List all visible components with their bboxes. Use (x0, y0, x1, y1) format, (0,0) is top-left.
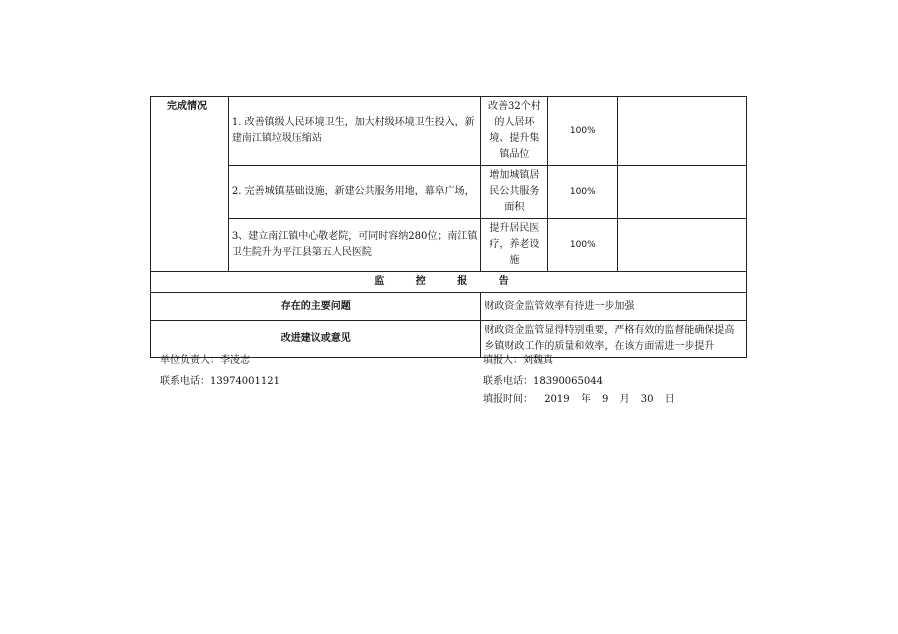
note-cell (618, 97, 747, 166)
effect-cell: 改善32个村的人居环境、提升集镇品位 (481, 97, 548, 166)
completion-row-2 (151, 166, 747, 219)
completion-row-1 (151, 97, 747, 166)
contact-right: 联系电话：18390065044 (483, 376, 603, 387)
suggestions-text: 财政资金监管显得特别重要，严格有效的监督能确保提高乡镇财政工作的质量和效率，在该方面需进一步提升 (481, 321, 747, 358)
problems-label: 存在的主要问题 (151, 293, 481, 321)
date-month: 9 (602, 394, 609, 405)
date-day: 30 (640, 394, 654, 405)
problems-text: 财政资金监管效率有待进一步加强 (481, 293, 747, 321)
effect-cell: 增加城镇居民公共服务面积 (481, 166, 548, 219)
monitor-header-row (151, 272, 747, 293)
note-cell (618, 219, 747, 272)
date-year-unit: 年 (580, 394, 591, 405)
rate-cell: 100% (548, 97, 618, 166)
filler-name: 填报人：刘魏真 (483, 355, 553, 366)
task-cell: 2. 完善城镇基础设施，新建公共服务用地，幕阜广场， (228, 166, 481, 219)
report-table (150, 96, 747, 358)
task-cell: 3、建立南江镇中心敬老院，可同时容纳280位；南江镇卫生院升为平江县第五人民医院 (228, 219, 481, 272)
date-year: 2019 (544, 394, 570, 405)
contact-left: 联系电话：13974001121 (160, 376, 280, 387)
date-label: 填报时间： (483, 394, 533, 405)
fill-date (483, 390, 683, 405)
monitor-title: 监 控 报 告 (151, 272, 747, 293)
problems-row (151, 293, 747, 321)
date-month-unit: 月 (619, 394, 630, 405)
effect-cell: 提升居民医疗，养老设施 (481, 219, 548, 272)
rate-cell: 100% (548, 166, 618, 219)
rate-cell: 100% (548, 219, 618, 272)
task-cell: 1. 改善镇级人民环境卫生，加大村级环境卫生投入，新建南江镇垃圾压缩站 (228, 97, 481, 166)
unit-head: 单位负责人：李凌志 (160, 355, 250, 366)
suggestions-label: 改进建议或意见 (151, 321, 481, 358)
date-day-unit: 日 (664, 394, 675, 405)
completion-row-3 (151, 219, 747, 272)
completion-label: 完成情况 (151, 97, 229, 272)
note-cell (618, 166, 747, 219)
